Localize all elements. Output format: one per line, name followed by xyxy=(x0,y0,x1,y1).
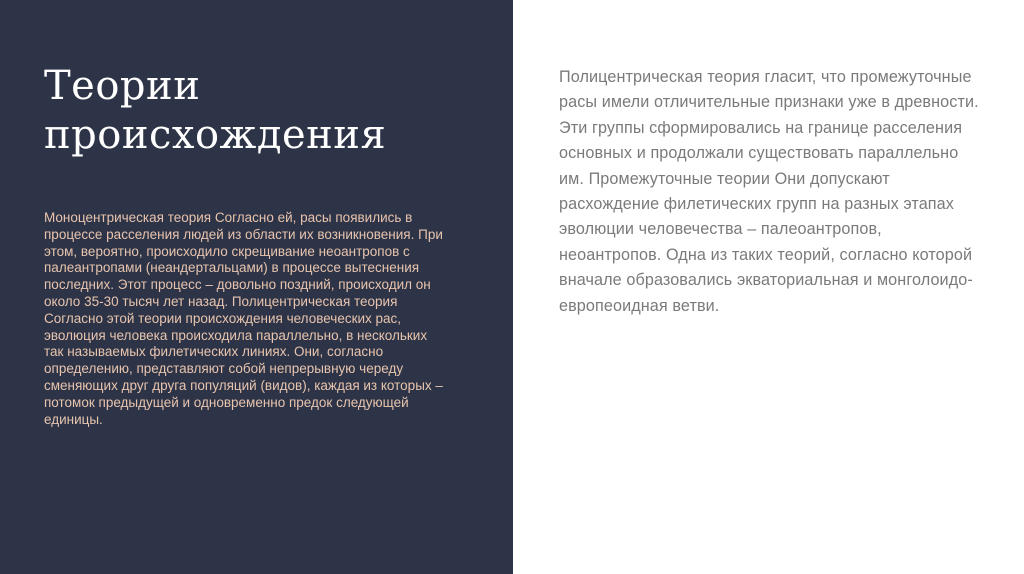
slide-title: Теории происхождения xyxy=(44,63,387,158)
right-body-text: Полицентрическая теория гласит, что промежуточные расы имели отличительные признаки уже в древности. Эти группы сформировались на границе расселения основных и продолжали существовать параллельно им. Промежуточные теории Они допускают расхождение филетических групп на разных этапах эволюции человечества – палеоантропов, неоантропов. Одна из таких теорий, согласно которой вначале образовались экваториальная и монголоидо-европеоидная ветви. xyxy=(559,68,979,315)
left-body-text: Моноцентрическая теория Согласно ей, расы появились в процессе расселения людей из области их возникновения. При этом, вероятно, происходило скрещивание неоантропов с палеантропами (неандертальцами) в процессе вытеснения последних. Этот процесс – довольно поздний, происходил он около 35-30 тысяч лет назад. Полицентрическая теория Согласно этой теории происхождения человеческих рас, эволюция человека происходила параллельно, в нескольких так называемых филетических линиях. Они, согласно определению, представляют собой непрерывную череду сменяющих друг друга популяций (видов), каждая из которых – потомок предыдущей и одновременно предок следующей единицы. xyxy=(44,210,443,427)
right-panel xyxy=(513,0,1024,574)
